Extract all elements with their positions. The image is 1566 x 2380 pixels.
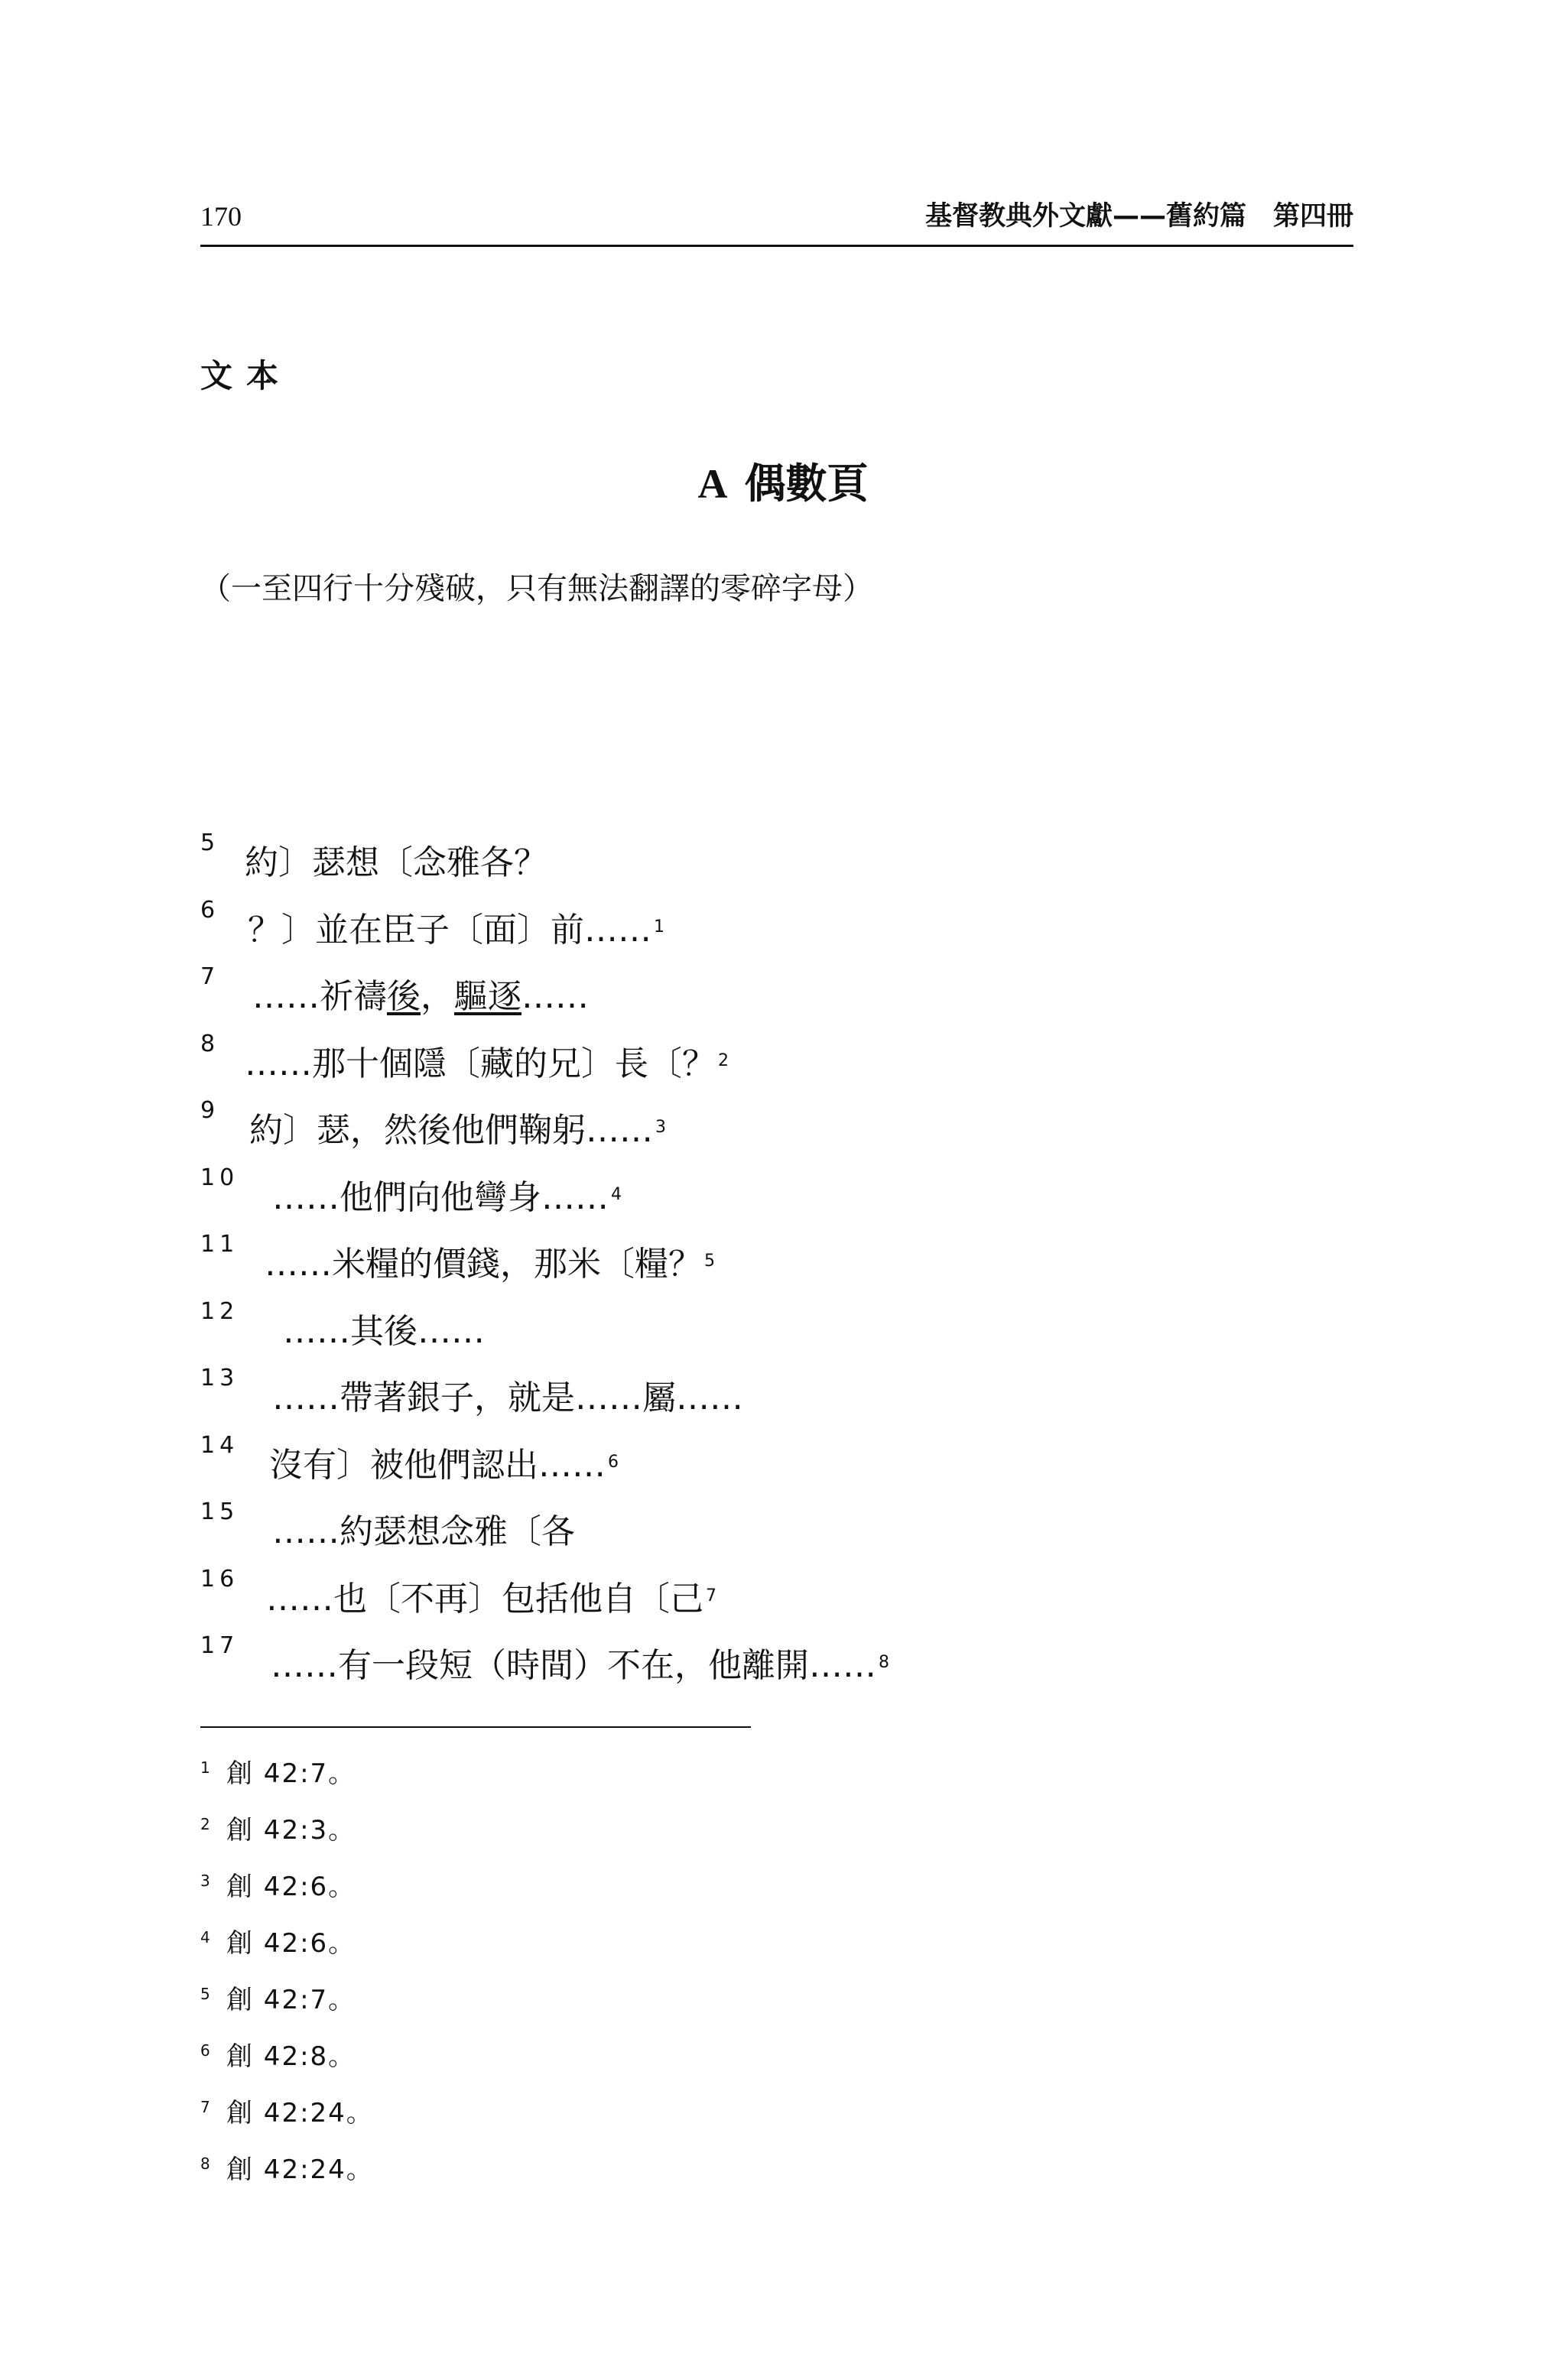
- line-segment: ……祈禱: [252, 977, 387, 1016]
- footnote-mark: 6: [200, 2041, 210, 2060]
- text-line: [200, 1432, 1347, 1499]
- footnote-reference: 5: [704, 1252, 715, 1271]
- text-line: [200, 1298, 1347, 1365]
- underlined-text: 驅逐: [454, 977, 521, 1016]
- footnote-reference: 8: [879, 1653, 889, 1672]
- line-number: 13: [200, 1365, 239, 1391]
- line-text: [252, 974, 589, 1020]
- footnote-mark: 8: [200, 2154, 210, 2173]
- line-segment: ，: [421, 977, 454, 1016]
- line-segment: ……也〔不再〕包括他自〔己: [266, 1579, 703, 1619]
- line-number: 17: [200, 1632, 239, 1659]
- line-number: 8: [200, 1030, 220, 1057]
- text-line: [200, 897, 1347, 964]
- line-text: [271, 1643, 889, 1689]
- line-text: [272, 1509, 575, 1555]
- line-number: 16: [200, 1565, 239, 1593]
- line-segment: ……帶著銀子，就是……屬……: [272, 1378, 743, 1417]
- footnote-reference: 3: [655, 1118, 666, 1137]
- line-segment: ……米糧的價錢，那米〔糧？: [265, 1245, 702, 1284]
- line-text: [265, 1242, 715, 1287]
- line-segment: 約〕瑟想〔念雅各？: [245, 843, 547, 882]
- line-segment: ……: [521, 977, 589, 1016]
- line-segment: ……有一段短（時間）不在，他離開……: [271, 1646, 876, 1685]
- footnote-text: 創 42:8。: [226, 2041, 356, 2072]
- line-number: 5: [200, 830, 220, 856]
- line-segment: 沒有〕被他們認出……: [269, 1445, 606, 1485]
- section-heading: 文本: [200, 357, 293, 395]
- running-title: 基督教典外文獻——舊約篇 第四冊: [924, 201, 1353, 232]
- line-text: [249, 1108, 666, 1154]
- line-text: [248, 908, 664, 953]
- line-number: 7: [200, 963, 220, 990]
- line-text: [266, 1576, 716, 1622]
- page-header: [200, 197, 1353, 247]
- footnote-reference: 6: [608, 1452, 619, 1472]
- footnote-text: 創 42:6。: [226, 1872, 356, 1902]
- text-line: [200, 830, 1347, 897]
- line-segment: ……其後……: [283, 1311, 485, 1351]
- line-text: [272, 1175, 622, 1221]
- line-number: 6: [200, 896, 220, 924]
- footnote-text: 創 42:6。: [226, 1928, 356, 1959]
- line-number: 15: [200, 1498, 239, 1525]
- line-text: [283, 1309, 485, 1355]
- line-text: [269, 1443, 619, 1489]
- footnote-mark: 2: [200, 1815, 210, 1833]
- text-lines: [200, 830, 1347, 1700]
- line-number: 9: [200, 1097, 220, 1124]
- line-segment: 約〕瑟，然後他們鞠躬……: [249, 1111, 653, 1150]
- line-text: [245, 840, 547, 886]
- footnote-divider: [200, 1726, 751, 1728]
- page-heading: [0, 457, 1566, 511]
- text-line: [200, 1498, 1347, 1566]
- line-text: [245, 1041, 729, 1087]
- footnote-text: 創 42:7。: [226, 1985, 356, 2015]
- footnote-text: 創 42:3。: [226, 1815, 356, 1846]
- footnote-reference: 1: [654, 917, 664, 937]
- footnote-text: 創 42:7。: [226, 1758, 356, 1789]
- footnote-mark: 4: [200, 1928, 210, 1947]
- footnote-text: 創 42:24。: [226, 2154, 374, 2185]
- page-number: 170: [200, 201, 242, 232]
- footnote-reference: 7: [706, 1586, 716, 1606]
- line-number: 14: [200, 1431, 239, 1459]
- footnote-text: 創 42:24。: [226, 2098, 374, 2128]
- underlined-text: 後: [387, 977, 421, 1016]
- footnote-mark: 3: [200, 1872, 210, 1890]
- footnote-mark: 1: [200, 1758, 210, 1777]
- footnote-mark: 7: [200, 2098, 210, 2116]
- line-segment: ……約瑟想念雅〔各: [272, 1512, 575, 1551]
- line-segment: ……那十個隱〔藏的兄〕長〔？: [245, 1044, 716, 1083]
- text-line: [200, 1632, 1347, 1700]
- line-segment: ？〕並在臣子〔面〕前……: [248, 910, 651, 950]
- page-heading-letter: A: [697, 461, 728, 507]
- line-number: 10: [200, 1164, 239, 1191]
- text-line: [200, 1231, 1347, 1298]
- text-line: [200, 1164, 1347, 1232]
- editorial-note: （一至四行十分殘破，只有無法翻譯的零碎字母）: [200, 571, 873, 606]
- line-number: 12: [200, 1297, 239, 1325]
- text-line: [200, 963, 1347, 1031]
- line-number: 11: [200, 1231, 239, 1258]
- footnote-reference: 4: [611, 1184, 622, 1204]
- line-segment: ……他們向他彎身……: [272, 1177, 609, 1217]
- footnote-mark: 5: [200, 1985, 210, 2003]
- text-line: [200, 1097, 1347, 1164]
- text-line: [200, 1031, 1347, 1098]
- line-text: [272, 1375, 743, 1421]
- footnote-reference: 2: [718, 1050, 729, 1070]
- text-line: [200, 1365, 1347, 1432]
- page-heading-title: 偶數頁: [744, 459, 869, 508]
- text-line: [200, 1566, 1347, 1633]
